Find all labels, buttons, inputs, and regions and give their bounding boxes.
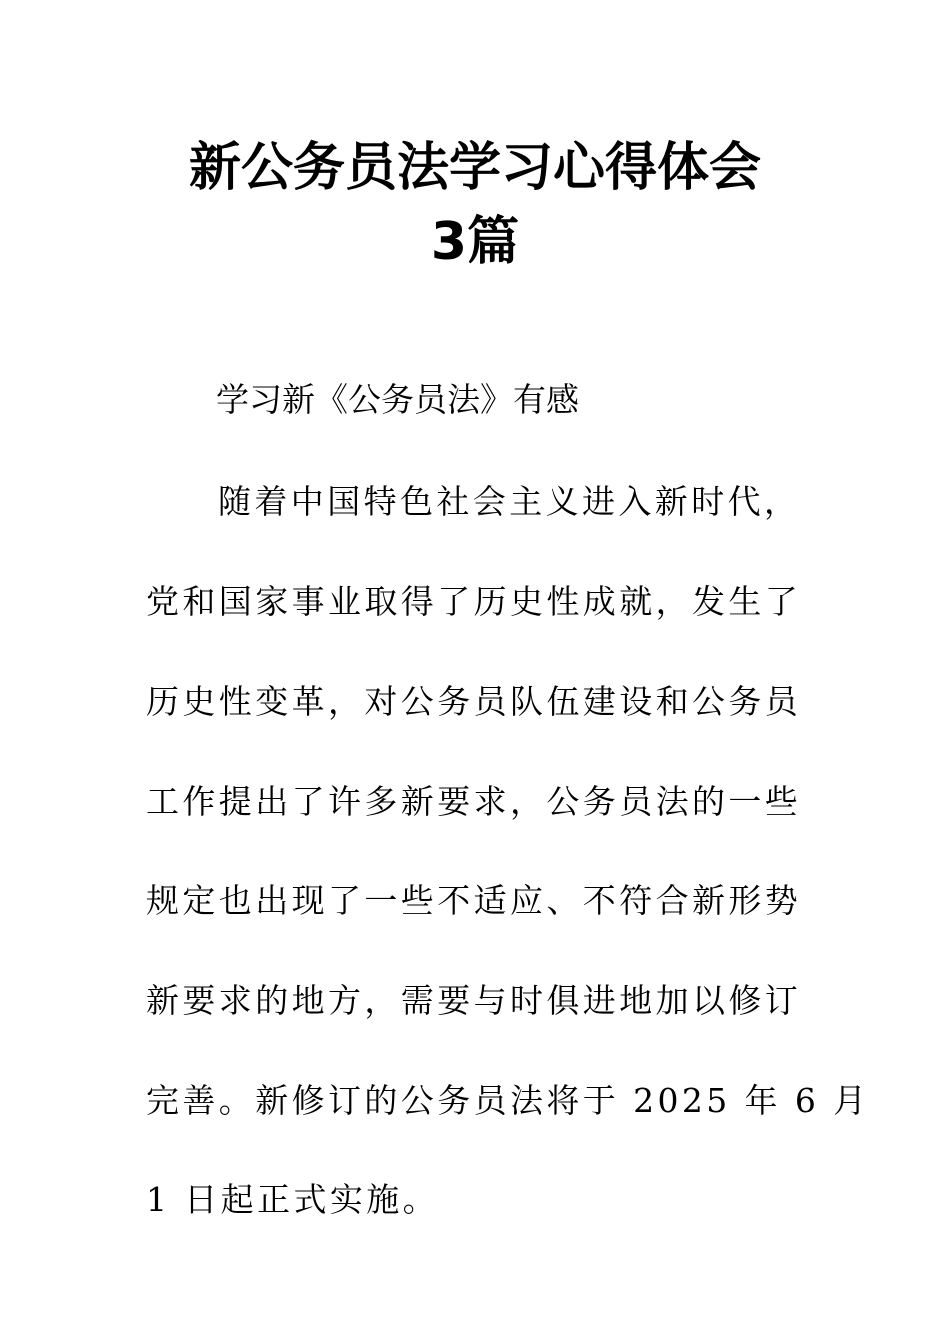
paragraph-line-6: 新要求的地方，需要与时俱进地加以修订 bbox=[146, 981, 802, 1020]
paragraph-line-3: 历史性变革，对公务员队伍建设和公务员 bbox=[146, 682, 802, 721]
document-title-line-2: 3篇 bbox=[430, 212, 520, 272]
paragraph-line-4: 工作提出了许多新要求，公务员法的一些 bbox=[146, 782, 802, 821]
document-title-line-1: 新公务员法学习心得体会 bbox=[188, 138, 761, 198]
paragraph-line-2: 党和国家事业取得了历史性成就，发生了 bbox=[146, 582, 802, 621]
section-subtitle: 学习新《公务员法》有感 bbox=[216, 380, 579, 419]
paragraph-line-5: 规定也出现了一些不适应、不符合新形势 bbox=[146, 881, 802, 920]
paragraph-line-7: 完善。新修订的公务员法将于 2025 年 6 月 bbox=[146, 1081, 870, 1120]
paragraph-line-1: 随着中国特色社会主义进入新时代， bbox=[218, 482, 801, 521]
paragraph-line-8: 1 日起正式实施。 bbox=[146, 1180, 440, 1219]
